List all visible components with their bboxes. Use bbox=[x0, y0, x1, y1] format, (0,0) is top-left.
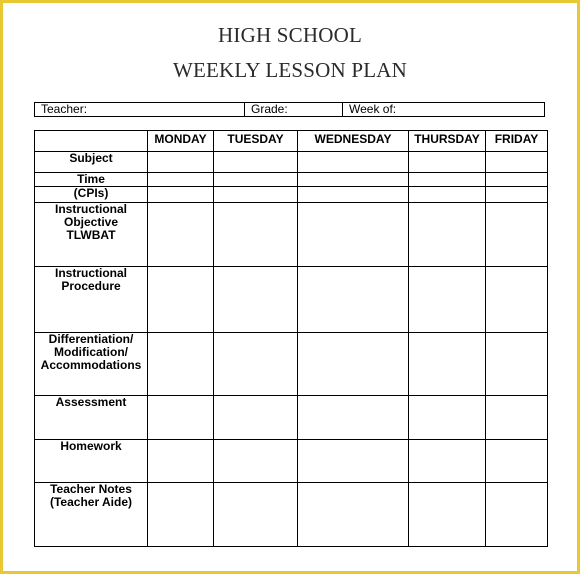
cell-friday[interactable] bbox=[486, 396, 548, 440]
cell-monday[interactable] bbox=[148, 173, 214, 187]
table-row-homework bbox=[35, 440, 548, 483]
teacher-field[interactable]: Teacher: bbox=[35, 103, 245, 116]
column-header-friday: FRIDAY bbox=[486, 131, 548, 152]
cell-thursday[interactable] bbox=[409, 333, 486, 396]
corner-cell bbox=[35, 131, 148, 152]
title-line-1: HIGH SCHOOL bbox=[218, 23, 362, 47]
cell-wednesday[interactable] bbox=[298, 440, 409, 483]
cell-friday[interactable] bbox=[486, 333, 548, 396]
cell-tuesday[interactable] bbox=[214, 267, 298, 333]
cell-monday[interactable] bbox=[148, 203, 214, 267]
cell-tuesday[interactable] bbox=[214, 396, 298, 440]
table-row-subject bbox=[35, 152, 548, 173]
cell-tuesday[interactable] bbox=[214, 187, 298, 203]
row-label-procedure: Instructional Procedure bbox=[35, 267, 148, 333]
cell-wednesday[interactable] bbox=[298, 396, 409, 440]
cell-monday[interactable] bbox=[148, 396, 214, 440]
table-row-time bbox=[35, 173, 548, 187]
cell-friday[interactable] bbox=[486, 203, 548, 267]
lesson-plan-table bbox=[34, 130, 548, 547]
cell-wednesday[interactable] bbox=[298, 267, 409, 333]
column-header-tuesday: TUESDAY bbox=[214, 131, 298, 152]
cell-monday[interactable] bbox=[148, 187, 214, 203]
cell-monday[interactable] bbox=[148, 483, 214, 547]
table-row-teacher-notes bbox=[35, 483, 548, 547]
title-line-2: WEEKLY LESSON PLAN bbox=[172, 58, 408, 82]
cell-monday[interactable] bbox=[148, 152, 214, 173]
info-bar bbox=[34, 102, 545, 117]
cell-thursday[interactable] bbox=[409, 187, 486, 203]
cell-thursday[interactable] bbox=[409, 396, 486, 440]
table-row-assessment bbox=[35, 396, 548, 440]
row-label-assessment: Assessment bbox=[35, 396, 148, 440]
row-label-cpis: (CPIs) bbox=[35, 187, 148, 203]
cell-tuesday[interactable] bbox=[214, 203, 298, 267]
row-label-homework: Homework bbox=[35, 440, 148, 483]
cell-monday[interactable] bbox=[148, 440, 214, 483]
cell-wednesday[interactable] bbox=[298, 152, 409, 173]
header-row bbox=[35, 131, 548, 152]
column-header-wednesday: WEDNESDAY bbox=[298, 131, 409, 152]
cell-friday[interactable] bbox=[486, 173, 548, 187]
cell-tuesday[interactable] bbox=[214, 173, 298, 187]
cell-friday[interactable] bbox=[486, 440, 548, 483]
cell-tuesday[interactable] bbox=[214, 152, 298, 173]
cell-thursday[interactable] bbox=[409, 173, 486, 187]
cell-wednesday[interactable] bbox=[298, 203, 409, 267]
column-header-monday: MONDAY bbox=[148, 131, 214, 152]
column-header-thursday: THURSDAY bbox=[409, 131, 486, 152]
cell-wednesday[interactable] bbox=[298, 173, 409, 187]
row-label-teacher-notes: Teacher Notes (Teacher Aide) bbox=[35, 483, 148, 547]
cell-wednesday[interactable] bbox=[298, 333, 409, 396]
row-label-differentiation: Differentiation/ Modification/ Accommodations bbox=[35, 333, 148, 396]
row-label-objective: Instructional Objective TLWBAT bbox=[35, 203, 148, 267]
table-row-cpis bbox=[35, 187, 548, 203]
cell-friday[interactable] bbox=[486, 267, 548, 333]
cell-thursday[interactable] bbox=[409, 203, 486, 267]
cell-thursday[interactable] bbox=[409, 483, 486, 547]
cell-tuesday[interactable] bbox=[214, 483, 298, 547]
row-label-subject: Subject bbox=[35, 152, 148, 173]
cell-friday[interactable] bbox=[486, 483, 548, 547]
cell-monday[interactable] bbox=[148, 267, 214, 333]
cell-thursday[interactable] bbox=[409, 440, 486, 483]
table-row-differentiation bbox=[35, 333, 548, 396]
cell-wednesday[interactable] bbox=[298, 187, 409, 203]
table-row-objective bbox=[35, 203, 548, 267]
cell-thursday[interactable] bbox=[409, 267, 486, 333]
row-label-time: Time bbox=[35, 173, 148, 187]
grade-field[interactable]: Grade: bbox=[245, 103, 343, 116]
cell-wednesday[interactable] bbox=[298, 483, 409, 547]
cell-tuesday[interactable] bbox=[214, 333, 298, 396]
table-row-procedure bbox=[35, 267, 548, 333]
week-of-field[interactable]: Week of: bbox=[349, 102, 397, 116]
cell-friday[interactable] bbox=[486, 152, 548, 173]
cell-thursday[interactable] bbox=[409, 152, 486, 173]
cell-friday[interactable] bbox=[486, 187, 548, 203]
cell-monday[interactable] bbox=[148, 333, 214, 396]
cell-tuesday[interactable] bbox=[214, 440, 298, 483]
